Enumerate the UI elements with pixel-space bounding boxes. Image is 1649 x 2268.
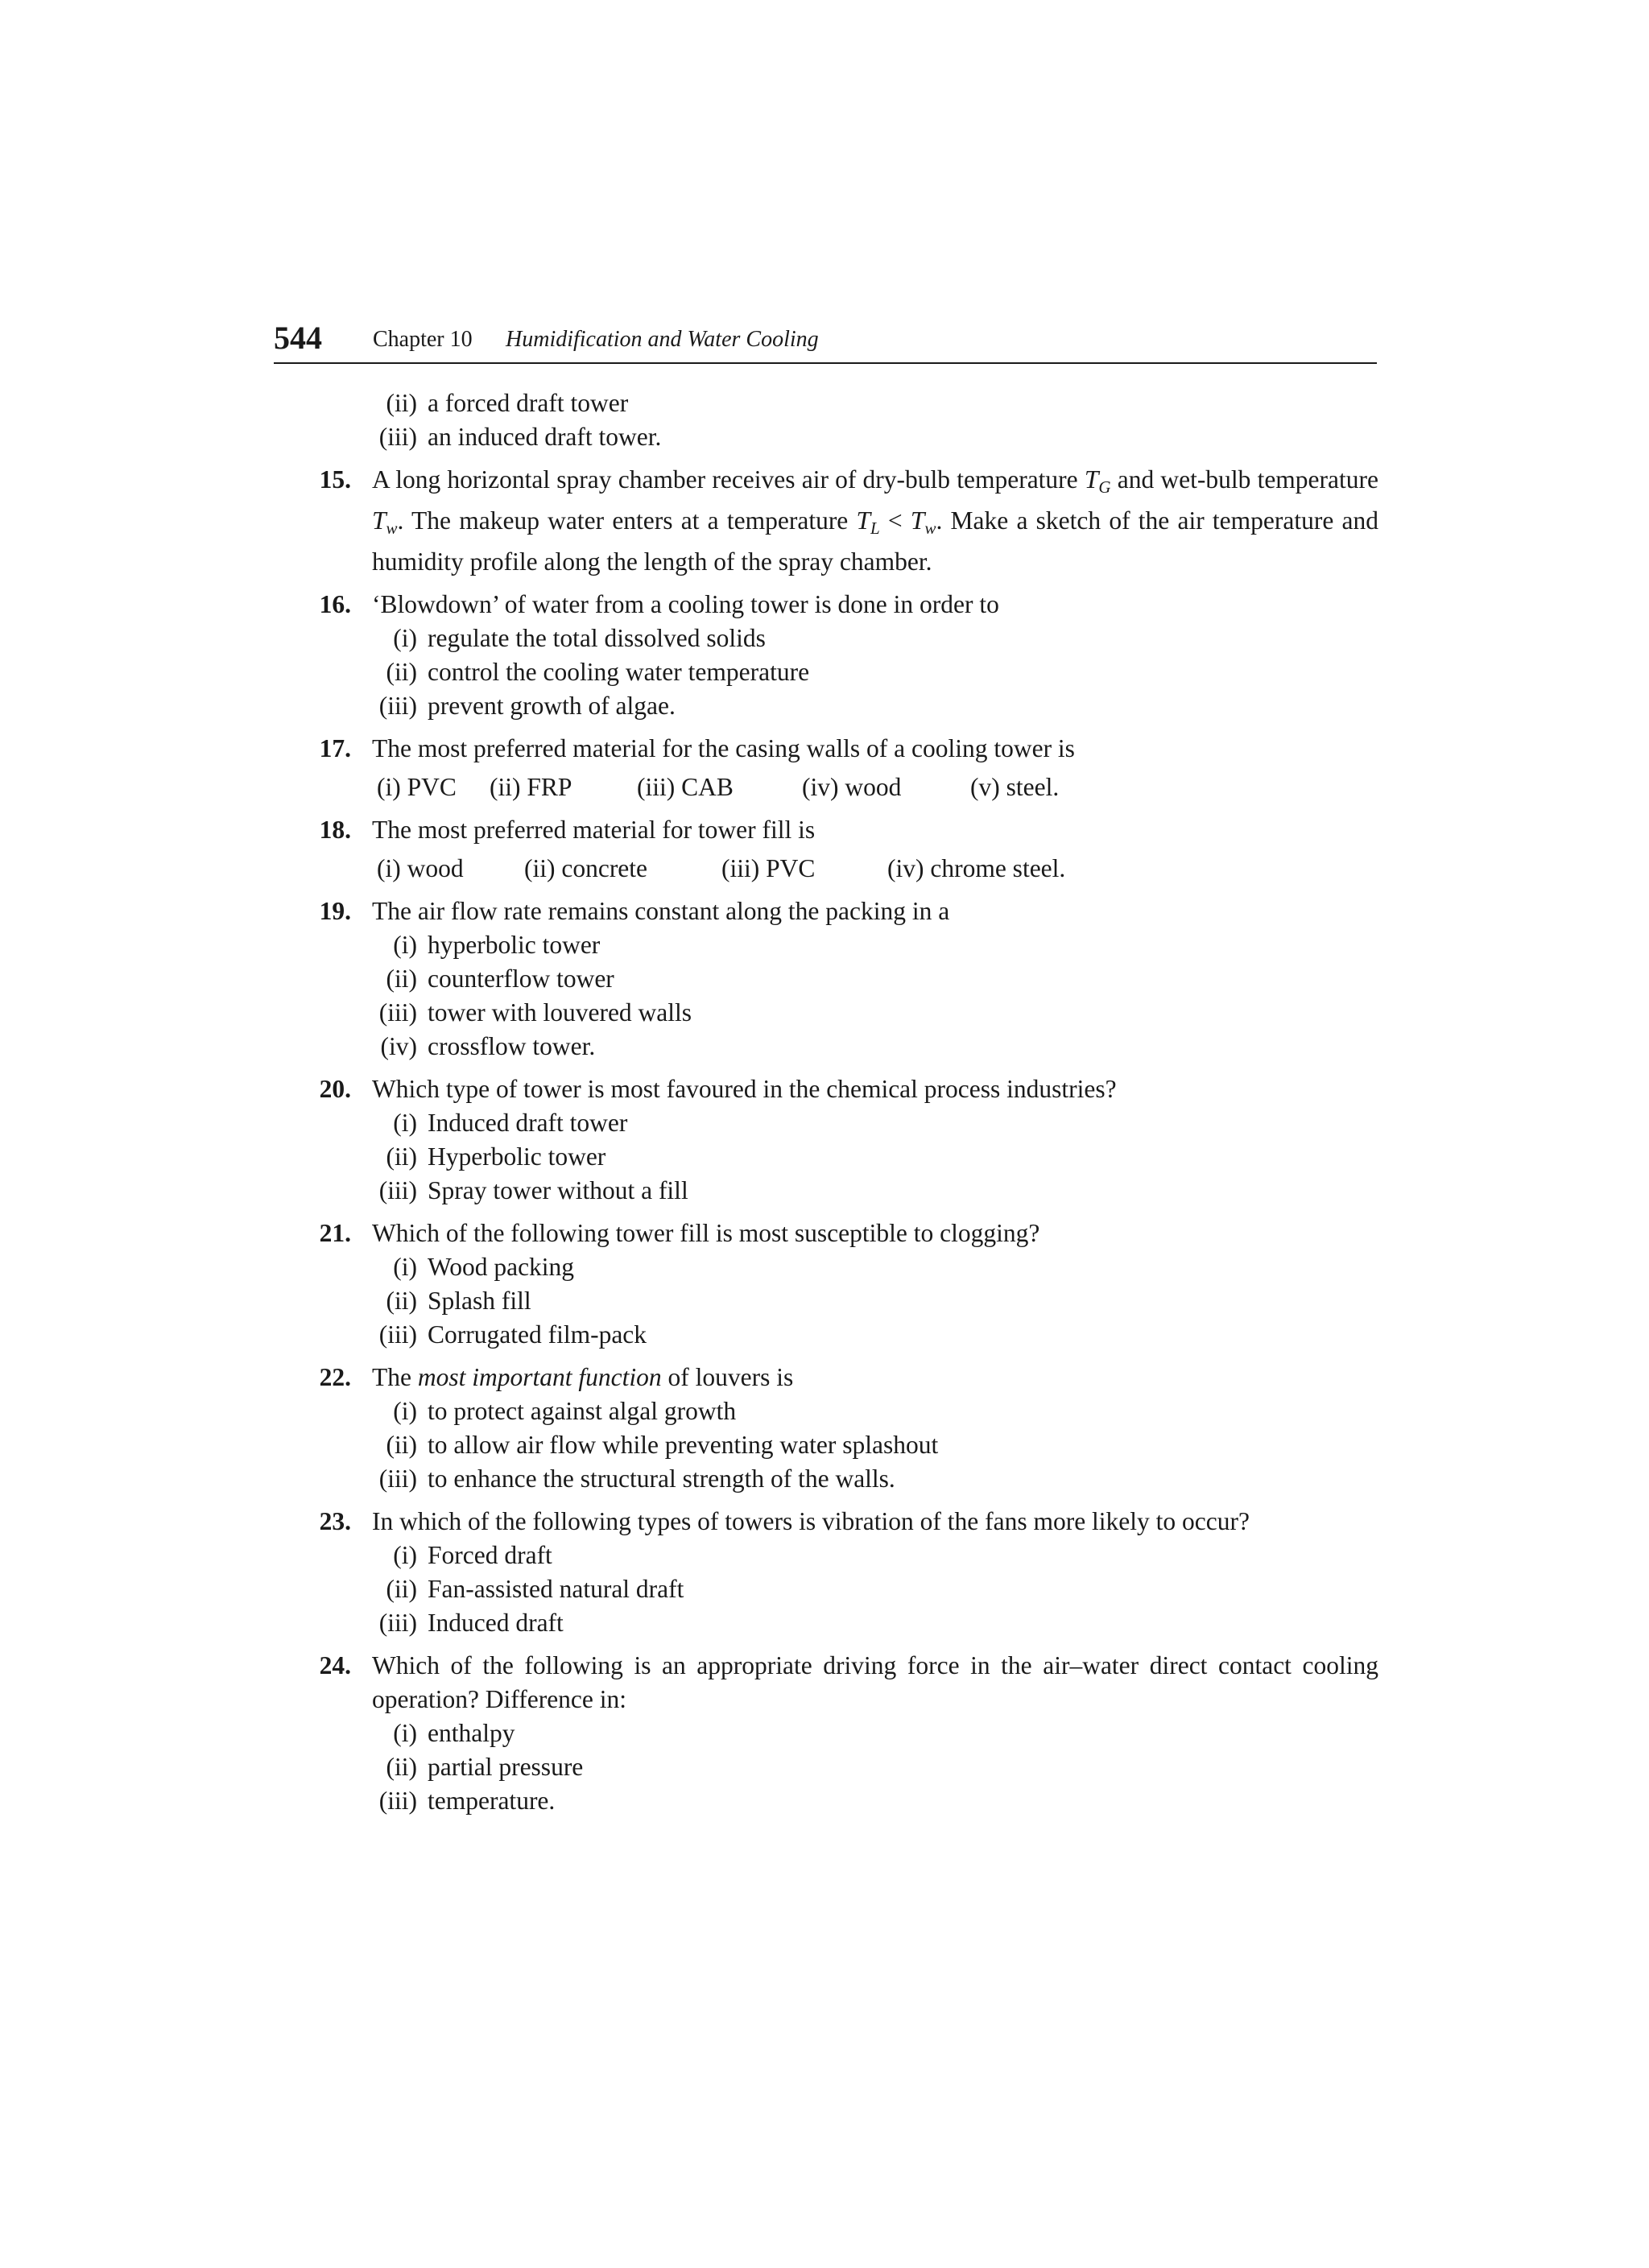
option: [306, 1174, 1378, 1208]
chapter-label: Chapter 10: [373, 327, 473, 352]
subscript: L: [870, 518, 880, 538]
chapter-title: Humidification and Water Cooling: [506, 327, 819, 352]
option: [306, 1250, 1378, 1284]
option-text: counterflow tower: [428, 965, 614, 993]
option-text: Induced draft tower: [428, 1109, 628, 1137]
question-text: Which of the following tower fill is most susceptible to clogging?: [372, 1219, 1040, 1247]
option: [306, 928, 1378, 962]
question-24: [306, 1649, 1378, 1716]
question-number: 24.: [319, 1651, 351, 1679]
q20-options: [306, 1106, 1378, 1208]
question-22: [306, 1361, 1378, 1394]
option: [306, 655, 1378, 689]
question-15: [306, 463, 1378, 579]
option: [306, 1428, 1378, 1462]
text-run: The: [372, 1363, 418, 1391]
option: [306, 1106, 1378, 1140]
option: (v) steel.: [970, 773, 1060, 801]
option-label: (i): [393, 1541, 417, 1569]
option-text: tower with louvered walls: [428, 998, 692, 1027]
option-label: (ii): [386, 1287, 417, 1315]
question-number: 17.: [319, 734, 351, 762]
page-number: 544: [274, 320, 322, 356]
option-label: (ii): [386, 965, 417, 993]
option: [306, 1572, 1378, 1606]
option: (ii) concrete: [524, 854, 648, 882]
option-label: (ii): [386, 1431, 417, 1459]
option: (i) wood: [377, 854, 464, 882]
option-text: hyperbolic tower: [428, 931, 601, 959]
q19-options: [306, 928, 1378, 1064]
option-text: temperature.: [428, 1787, 556, 1815]
q23-options: [306, 1539, 1378, 1640]
option-label: (iv): [380, 1032, 417, 1060]
option: [306, 1606, 1378, 1640]
question-text: ‘Blowdown’ of water from a cooling tower is done in order to: [372, 590, 999, 618]
question-text: In which of the following types of towers is vibration of the fans more likely to occur?: [372, 1507, 1250, 1535]
option-text: Spray tower without a fill: [428, 1176, 688, 1204]
option: (i) PVC: [377, 773, 457, 801]
question-23: [306, 1505, 1378, 1539]
option: [306, 962, 1378, 996]
option-text: Corrugated film-pack: [428, 1320, 647, 1349]
option-text: Wood packing: [428, 1253, 575, 1281]
symbol: T: [1084, 465, 1099, 494]
q22-options: [306, 1394, 1378, 1496]
text-run: . Make a sketch of the air temperature and humidity profile along the length of the spray chamber.: [372, 506, 1379, 576]
option-label: (ii): [386, 1575, 417, 1603]
text-run: A long horizontal spray chamber receives air of dry-bulb temperature: [372, 465, 1085, 494]
option: (iii) CAB: [637, 773, 734, 801]
question-16: [306, 588, 1378, 622]
option-text: to allow air flow while preventing water splashout: [428, 1431, 939, 1459]
option-text: regulate the total dissolved solids: [428, 624, 766, 652]
option: (iv) chrome steel.: [887, 854, 1066, 882]
question-text: Which of the following is an appropriate driving force in the air–water direct contact cooling operation? Difference in:: [372, 1651, 1378, 1713]
question-18: [306, 813, 1378, 847]
question-text: The most preferred material for the casing walls of a cooling tower is: [372, 734, 1075, 762]
option-text: enthalpy: [428, 1719, 515, 1747]
option-text: Induced draft: [428, 1609, 564, 1637]
question-text: Which type of tower is most favoured in the chemical process industries?: [372, 1075, 1117, 1103]
q21-options: [306, 1250, 1378, 1352]
option: [306, 1030, 1378, 1064]
option-text: to protect against algal growth: [428, 1397, 737, 1425]
question-number: 18.: [319, 816, 351, 844]
question-number: 21.: [319, 1219, 351, 1247]
option-text: Hyperbolic tower: [428, 1142, 606, 1171]
text-run: and wet-bulb temperature: [1110, 465, 1378, 494]
option-label: (i): [393, 624, 417, 652]
option-label: (ii): [386, 1753, 417, 1781]
option-label: (iii): [378, 998, 417, 1027]
option-text: to enhance the structural strength of the walls.: [428, 1464, 895, 1493]
subscript: w: [386, 518, 398, 538]
question-17: [306, 732, 1378, 766]
option-label: (iii): [378, 423, 417, 451]
question-text: [372, 1361, 1378, 1394]
option: (iv) wood: [802, 773, 902, 801]
question-number: 19.: [319, 897, 351, 925]
question-text: The air flow rate remains constant along the packing in a: [372, 897, 950, 925]
text-run: . The makeup water enters at a temperature: [397, 506, 857, 535]
option: [306, 622, 1378, 655]
option-label: (iii): [378, 1176, 417, 1204]
option-text: control the cooling water temperature: [428, 658, 810, 686]
q18-options: [306, 852, 1378, 886]
option-text: prevent growth of algae.: [428, 692, 676, 720]
option-text: Forced draft: [428, 1541, 552, 1569]
symbol: T: [910, 506, 925, 535]
option: [372, 386, 1378, 420]
question-number: 22.: [319, 1363, 351, 1391]
emphasis: most important function: [417, 1363, 662, 1391]
option-text: Fan-assisted natural draft: [428, 1575, 684, 1603]
page-header: [274, 316, 1377, 364]
question-list: [306, 386, 1378, 1818]
q16-options: [306, 622, 1378, 723]
question-number: 23.: [319, 1507, 351, 1535]
question-number: 15.: [319, 465, 351, 494]
continued-options: [306, 386, 1378, 454]
question-20: [306, 1072, 1378, 1106]
option: [306, 1750, 1378, 1784]
option-label: (iii): [378, 692, 417, 720]
symbol: T: [372, 506, 386, 535]
q17-options: [306, 770, 1378, 804]
option: [306, 1539, 1378, 1572]
option: [372, 420, 1378, 454]
question-21: [306, 1217, 1378, 1250]
option-text: an induced draft tower.: [428, 423, 662, 451]
question-text: [372, 463, 1378, 579]
question-number: 20.: [319, 1075, 351, 1103]
option-text: Splash fill: [428, 1287, 531, 1315]
option: [306, 1318, 1378, 1352]
option-label: (iii): [378, 1464, 417, 1493]
option: (iii) PVC: [721, 854, 816, 882]
option-label: (iii): [378, 1787, 417, 1815]
option-label: (ii): [386, 1142, 417, 1171]
option: [306, 1394, 1378, 1428]
question-number: 16.: [319, 590, 351, 618]
option: [306, 1716, 1378, 1750]
q24-options: [306, 1716, 1378, 1818]
subscript: w: [924, 518, 936, 538]
option-label: (ii): [386, 389, 417, 417]
question-text: The most preferred material for tower fill is: [372, 816, 816, 844]
option-label: (i): [393, 1109, 417, 1137]
option: [306, 689, 1378, 723]
option-label: (ii): [386, 658, 417, 686]
option: [306, 1784, 1378, 1818]
option: [306, 1462, 1378, 1496]
option-text: crossflow tower.: [428, 1032, 596, 1060]
option-label: (i): [393, 1719, 417, 1747]
text-run: <: [879, 506, 911, 535]
option: [306, 996, 1378, 1030]
option-text: a forced draft tower: [428, 389, 629, 417]
option-text: partial pressure: [428, 1753, 584, 1781]
option: (ii) FRP: [490, 773, 572, 801]
option-label: (iii): [378, 1609, 417, 1637]
option-label: (i): [393, 1253, 417, 1281]
option-label: (i): [393, 1397, 417, 1425]
option-label: (iii): [378, 1320, 417, 1349]
subscript: G: [1098, 477, 1111, 497]
text-run: of louvers is: [661, 1363, 794, 1391]
option-label: (i): [393, 931, 417, 959]
symbol: T: [856, 506, 871, 535]
option: [306, 1284, 1378, 1318]
option: [306, 1140, 1378, 1174]
question-19: [306, 894, 1378, 928]
